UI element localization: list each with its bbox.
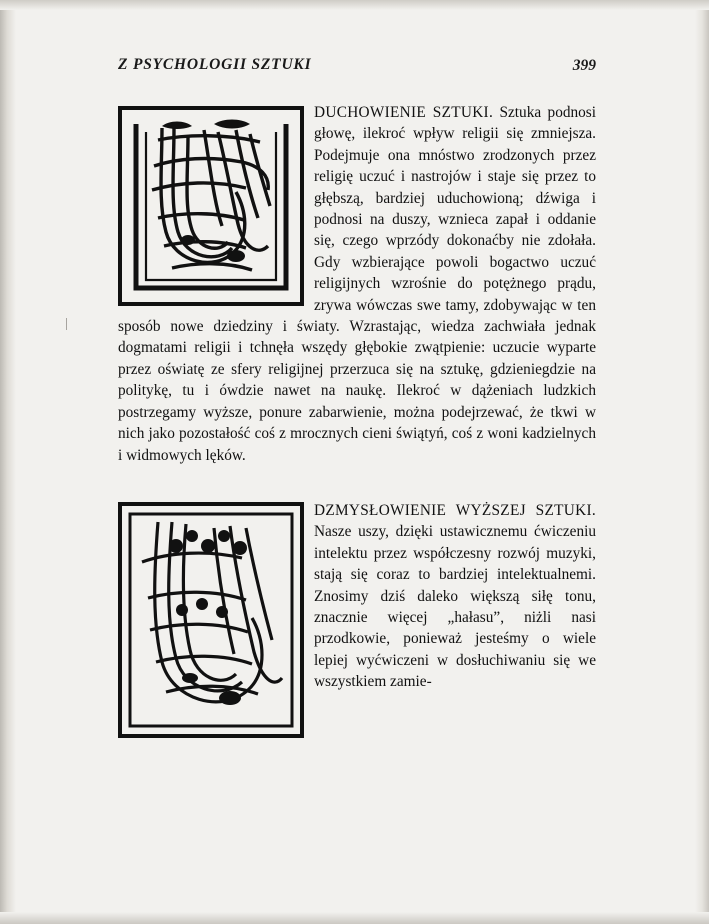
section-2-body: Nasze uszy, dzięki ustawicznemu ćwiczeniu intelektu przez współczesny rozwój muzyki, stają się coraz to bardziej intelektualnemi. Znosimy dziś daleko większą siłę tonu, znacznie więcej „hałasu”, niżli nasi przodkowie, ponieważ jesteśmy o wiele lepiej wyćwiczeni w dosłuchiwaniu się we wszystkiem zamie-	[314, 523, 596, 691]
page-edge-left	[0, 0, 16, 924]
section-2-lead-in: DZMYSŁOWIENIE WYŻSZEJ SZTUKI.	[314, 501, 596, 519]
page-edge-bottom	[0, 912, 709, 924]
decorative-initial-U	[118, 106, 304, 306]
running-head-title: Z PSYCHOLOGII SZTUKI	[118, 56, 312, 73]
section-duchowienie-sztuki	[118, 102, 596, 466]
page-edge-right	[695, 0, 709, 924]
section-1-body: Sztuka podnosi głowę, ilekroć wpływ religii się zmniejsza. Podejmuje ona mnóstwo zrodzonych przez religię uczuć i nastrojów i staje się przez to głębszą, bardziej uduchowioną; dźwiga i podnosi na duszy, wznieca zapał i oddanie się, czego wprzódy dokonaćby nie zdołała. Gdy wzbierające powoli bogactwo uczuć religijnych wzrośnie do potężnego prądu, zrywa wówczas swe tamy, zdobywając w ten sposób nowe dziedziny i światy. Wzrastając, wiedza zachwiała jednak dogmatami religii i tchnęła wszędy głębokie zwątpienie: uczucie wyparte przez oświatę ze sfery religijnej przerzuca się na sztukę, gdzieniegdzie na politykę, tu i ówdzie nawet na naukę. Ilekroć w dążeniach ludzkich postrzegamy wyższe, ponure zabarwienie, można podejrzewać, że tkwi w nich jako pozostałość coś z mrocznych cieni świątyń, coś z woni kadzielnych i widmowych lęków.	[118, 104, 596, 464]
margin-tick-mark	[66, 318, 67, 330]
decorative-initial-U-lily	[118, 502, 304, 738]
page-number: 399	[572, 57, 596, 74]
section-1-lead-in: DUCHOWIENIE SZTUKI.	[314, 104, 494, 121]
page-edge-top	[0, 0, 709, 10]
running-head	[118, 56, 596, 86]
page-content	[118, 56, 596, 738]
section-dzmyslowienie-wyzszej-sztuki	[118, 500, 596, 738]
